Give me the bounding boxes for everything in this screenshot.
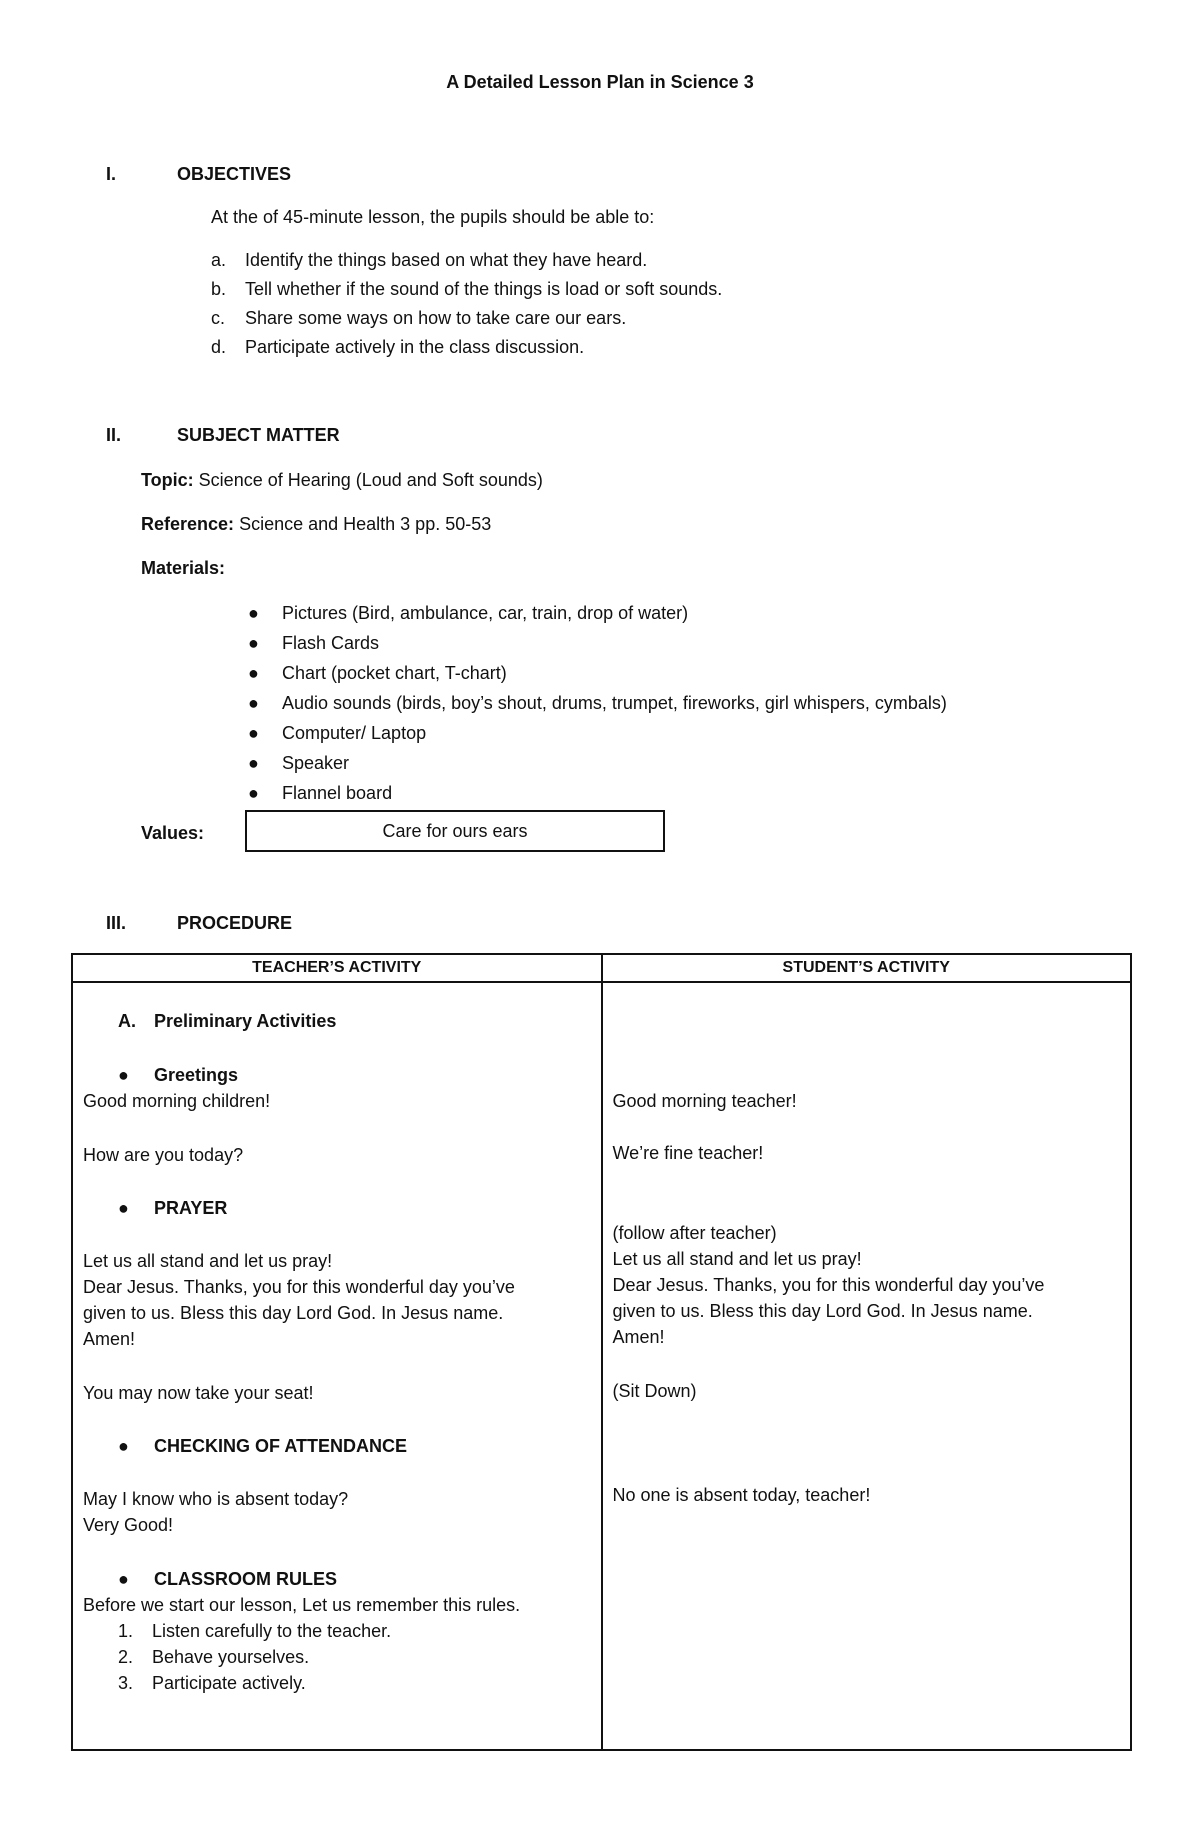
table-header-row — [72, 954, 1131, 982]
objective-text: Share some ways on how to take care our ears. — [245, 308, 627, 328]
teacher-greeting-1: Good morning children! — [83, 1091, 271, 1111]
teacher-activity-cell — [72, 982, 602, 1750]
bullet-icon: ● — [248, 753, 259, 773]
material-item — [248, 723, 426, 744]
rule-marker: 3. — [118, 1673, 134, 1693]
objective-marker: c. — [211, 308, 226, 328]
reference-value: Science and Health 3 pp. 50-53 — [239, 514, 492, 534]
rules-heading: CLASSROOM RULES — [154, 1569, 338, 1589]
material-item — [248, 633, 379, 654]
rule-text: Participate actively. — [152, 1673, 306, 1693]
rule-marker: 2. — [118, 1647, 134, 1667]
teacher-attendance-line: May I know who is absent today? — [83, 1489, 349, 1509]
rule-text: Behave yourselves. — [152, 1647, 310, 1667]
values-box: Care for ours ears — [245, 810, 665, 852]
objective-item — [211, 250, 647, 271]
teacher-attendance-line: Very Good! — [83, 1515, 174, 1535]
material-text: Computer/ Laptop — [282, 723, 427, 743]
bullet-icon: ● — [248, 783, 259, 803]
student-greeting-2: We’re fine teacher! — [612, 1143, 764, 1163]
greetings-heading: Greetings — [154, 1065, 239, 1085]
student-prayer-line: Let us all stand and let us pray! — [612, 1249, 862, 1269]
procedure-heading: PROCEDURE — [177, 913, 293, 933]
rule-marker: 1. — [118, 1621, 134, 1641]
objectives-heading: OBJECTIVES — [177, 164, 292, 184]
material-text: Pictures (Bird, ambulance, car, train, drop of water) — [282, 603, 689, 623]
objective-text: Participate actively in the class discussion. — [245, 337, 585, 357]
document-title: A Detailed Lesson Plan in Science 3 — [446, 72, 754, 92]
subject-matter-heading: SUBJECT MATTER — [177, 425, 340, 445]
teacher-prayer-line: Dear Jesus. Thanks, you for this wonderful day you’ve — [83, 1277, 515, 1297]
rule-text: Listen carefully to the teacher. — [152, 1621, 392, 1641]
student-prayer-line: given to us. Bless this day Lord God. In Jesus name. — [612, 1301, 1033, 1321]
values-label: Values: — [141, 823, 205, 843]
bullet-icon: ● — [118, 1065, 129, 1085]
material-text: Flash Cards — [282, 633, 380, 653]
prelim-heading: Preliminary Activities — [154, 1011, 337, 1031]
rule-item — [118, 1673, 306, 1694]
objective-marker: d. — [211, 337, 227, 357]
material-text: Chart (pocket chart, T-chart) — [282, 663, 507, 683]
attendance-heading: CHECKING OF ATTENDANCE — [154, 1436, 407, 1456]
objective-marker: a. — [211, 250, 227, 270]
objective-text: Tell whether if the sound of the things is load or soft sounds. — [245, 279, 723, 299]
material-item — [248, 603, 688, 624]
bullet-icon: ● — [118, 1569, 129, 1589]
material-item — [248, 753, 349, 774]
table-row — [72, 982, 1131, 1750]
material-text: Audio sounds (birds, boy’s shout, drums, trumpet, fireworks, girl whispers, cymbals) — [282, 693, 947, 713]
objective-item — [211, 279, 722, 300]
bullet-icon: ● — [118, 1436, 129, 1456]
topic-value: Science of Hearing (Loud and Soft sounds) — [198, 470, 543, 490]
teacher-prayer-line: Amen! — [83, 1329, 136, 1349]
student-activity-cell — [602, 982, 1132, 1750]
student-column-header: STUDENT’S ACTIVITY — [602, 954, 1132, 982]
bullet-icon: ● — [248, 723, 259, 743]
student-prayer-line: Dear Jesus. Thanks, you for this wonderful day you’ve — [612, 1275, 1045, 1295]
reference-line — [141, 514, 491, 535]
teacher-prayer-line: given to us. Bless this day Lord God. In Jesus name. — [83, 1303, 504, 1323]
rule-item — [118, 1621, 391, 1642]
teacher-prayer-line: Let us all stand and let us pray! — [83, 1251, 333, 1271]
bullet-icon: ● — [248, 603, 259, 623]
prayer-heading: PRAYER — [154, 1198, 228, 1218]
teacher-column-header: TEACHER’S ACTIVITY — [72, 954, 602, 982]
bullet-icon: ● — [248, 663, 259, 683]
objectives-number: I. — [106, 164, 117, 184]
student-seat-line: (Sit Down) — [612, 1381, 697, 1401]
bullet-icon: ● — [118, 1198, 129, 1218]
material-text: Flannel board — [282, 783, 393, 803]
materials-label: Materials: — [141, 558, 226, 578]
student-prayer-line: (follow after teacher) — [612, 1223, 777, 1243]
subject-matter-number: II. — [106, 425, 122, 445]
topic-line — [141, 470, 543, 491]
material-item — [248, 693, 947, 714]
objective-item — [211, 308, 626, 329]
rule-item — [118, 1647, 309, 1668]
material-text: Speaker — [282, 753, 350, 773]
material-item — [248, 663, 507, 684]
objective-text: Identify the things based on what they have heard. — [245, 250, 648, 270]
objectives-intro: At the of 45-minute lesson, the pupils should be able to: — [211, 207, 655, 227]
objective-item — [211, 337, 584, 358]
bullet-icon: ● — [248, 693, 259, 713]
topic-label: Topic: — [141, 470, 194, 490]
teacher-greeting-2: How are you today? — [83, 1145, 244, 1165]
teacher-seat-line: You may now take your seat! — [83, 1383, 314, 1403]
student-greeting-1: Good morning teacher! — [612, 1091, 797, 1111]
rules-intro: Before we start our lesson, Let us remember this rules. — [83, 1595, 521, 1615]
procedure-table — [71, 953, 1132, 1751]
procedure-number: III. — [106, 913, 127, 933]
bullet-icon: ● — [248, 633, 259, 653]
objective-marker: b. — [211, 279, 227, 299]
reference-label: Reference: — [141, 514, 235, 534]
material-item — [248, 783, 392, 804]
student-attendance-line: No one is absent today, teacher! — [612, 1485, 871, 1505]
prelim-marker: A. — [118, 1011, 136, 1031]
student-prayer-line: Amen! — [612, 1327, 665, 1347]
